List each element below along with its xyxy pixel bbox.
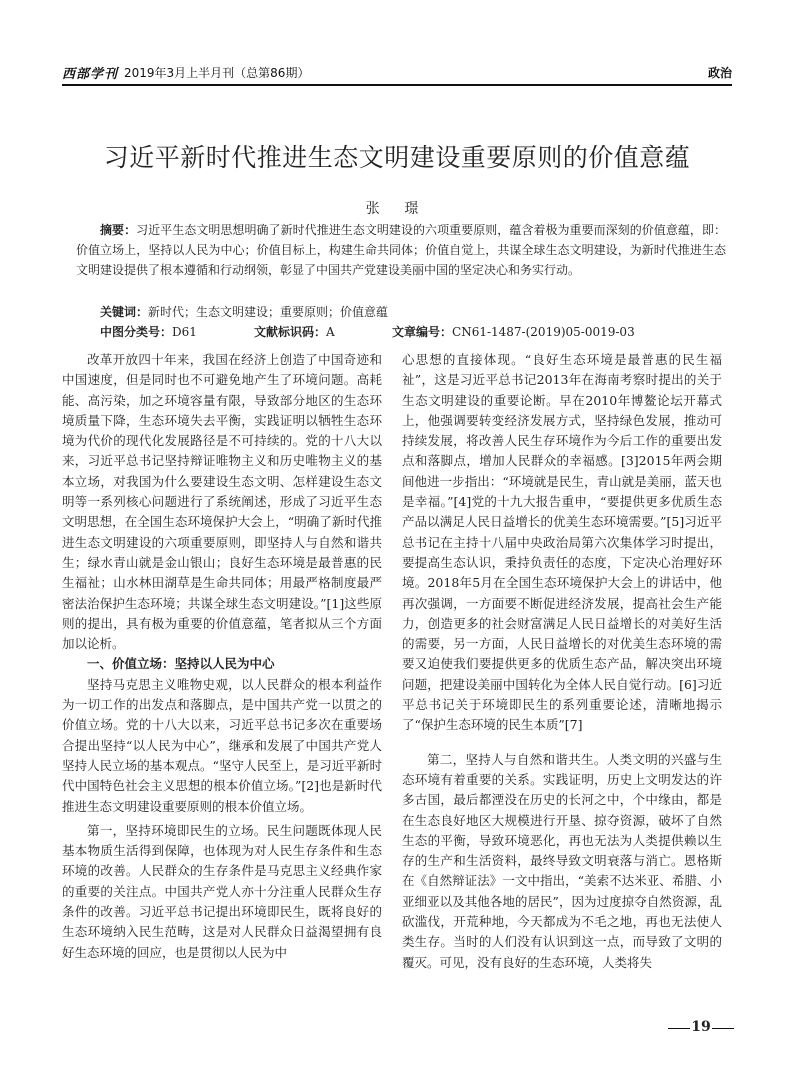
abstract-text: 习近平生态文明思想明确了新时代推进生态文明建设的六项重要原则，蕴含着极为重要而深刻的价值意蕴，即：价值立场上，坚持以人民为中心；价值目标上，构建生命共同体；价值自觉上，共谋全球生态文明建设，为新时代推进生态文明建设提供了根本遵循和行动纲领，彰显了中国共产党建设美丽中国的坚定决心和务实行动。 (76, 223, 726, 277)
body-paragraph: 心思想的直接体现。“良好生态环境是最普惠的民生福祉”，这是习近平总书记2013年在海南考察时提出的关于生态文明建设的重要论断。早在2010年博鳌论坛开幕式上，他强调要转变经济发展方式，坚持绿色发展，推动可持续发展，将改善人民生存环境作为今后工作的重要出发点和落脚点，增加人民群众的幸福感。[3]2015年两会期间他进一步指出：“环境就是民生，青山就是美丽，蓝天也是幸福。”[4]党的十九大报告重申，“要提供更多优质生态产品以满足人民日益增长的优美生态环境需要。”[5]习近平总书记在主持十八届中央政治局第六次集体学习时提出，要提高生态认识，秉持负责任的态度，下定决心治理好环境。2018年5月在全国生态环境保护大会上的讲话中，他再次强调，一方面要不断促进经济发展，提高社会生产能力，创造更多的社会财富满足人民日益增长的对美好生活的需要，另一方面，人民日益增长的对优美生态环境的需要又迫使我们要提供更多的优质生态产品，解决突出环境问题，把建设美丽中国转化为全体人民自觉行动。[6]习近平总书记关于环境即民生的系列重要论述，清晰地揭示了“保护生态环境的民生本质”[7] (402, 352, 722, 733)
article-meta (100, 322, 730, 342)
body-paragraph: 改革开放四十年来，我国在经济上创造了中国奇迹和中国速度，但是同时也不可避免地产生了环境问题。高耗能、高污染，加之环境容量有限，导致部分地区的生态环境质量下降，生态环境失去平衡，实践证明以牺牲生态环境为代价的现代化发展路径是不可持续的。党的十八大以来，习近平总书记坚持辩证唯物主义和历史唯物主义的基本立场，对我国为什么要建设生态文明、怎样建设生态文明等一系列核心问题进行了系统阐述，形成了习近平生态文明思想，在全国生态环境保护大会上，“明确了新时代推进生态文明建设的六项重要原则，即坚持人与自然和谐共生；绿水青山就是金山银山；良好生态环境是最普惠的民生福祉；山水林田湖草是生命共同体；用最严格制度最严密法治保护生态环境；共谋全球生态文明建设。”[1]这些原则的提出，具有极为重要的价值意蕴，笔者拟从三个方面加以论析。 (62, 352, 382, 652)
footer-rule (668, 1028, 690, 1029)
issue-info: 2019年3月上半月刊（总第86期） (124, 66, 310, 80)
footer-rule (712, 1028, 734, 1029)
section-heading: 一、价值立场：坚持以人民为中心 (87, 656, 275, 672)
classification-label: 中图分类号： (100, 325, 173, 339)
section-label: 政治 (707, 66, 732, 80)
body-column-right (402, 350, 722, 973)
body-paragraph: 第二，坚持人与自然和谐共生。人类文明的兴盛与生态环境有着重要的关系。实践证明，历史上文明发达的许多古国，最后都湮没在历史的长河之中，个中缘由，都是在生态良好地区大规模进行开垦、掠夺资源，破坏了自然生态的平衡，导致环境恶化，再也无法为人类提供赖以生存的生产和生活资料，最终导致文明衰落与消亡。恩格斯在《自然辩证法》一文中指出，“美索不达米亚、希腊、小亚细亚以及其他各地的居民”，因为过度掠夺自然资源，乱砍滥伐，开荒种地，今天都成为不毛之地，再也无法使人类生存。当时的人们没有认识到这一点，而导致了文明的覆灭。可见，没有良好的生态环境，人类将失 (402, 751, 722, 970)
keywords (100, 302, 730, 322)
page-number: 19 (691, 1019, 711, 1035)
keywords-label: 关键词： (100, 305, 149, 319)
body-paragraph: 第一，坚持环境即民生的立场。民生问题既体现人民基本物质生活得到保障，也体现为对人民生存条件和生态环境的改善。人民群众的生存条件是马克思主义经典作家的重要的关注点。中国共产党人亦十分注重人民群众生存条件的改善。习近平总书记提出环境即民生，既将良好的生态环境纳入民生范畴，这是对人民群众日益渴望拥有良好生态环境的回应，也是贯彻以人民为中 (62, 822, 382, 960)
document-code (254, 322, 335, 342)
author-name: 张 璟 (365, 201, 429, 217)
article-id-value: CN61-1487-(2019)05-0019-03 (452, 325, 635, 339)
journal-logo: 西部学刊 (62, 67, 119, 82)
running-header (62, 61, 732, 83)
article-title: 习近平新时代推进生态文明建设重要原则的价值意蕴 (103, 143, 691, 172)
article-id (392, 322, 635, 342)
classification (100, 322, 197, 342)
keywords-text: 新时代；生态文明建设；重要原则；价值意蕴 (148, 305, 389, 319)
body-column-left (62, 350, 382, 963)
abstract (76, 220, 726, 280)
classification-value: D61 (172, 325, 197, 339)
header-rule (62, 84, 732, 86)
article-id-label: 文章编号： (392, 325, 453, 339)
document-code-value: A (326, 325, 335, 339)
abstract-label: 摘要： (100, 223, 137, 237)
body-paragraph: 坚持马克思主义唯物史观，以人民群众的根本利益作为一切工作的出发点和落脚点，是中国共产党一以贯之的价值立场。党的十八大以来，习近平总书记多次在重要场合提出坚持“以人民为中心”，继承和发展了中国共产党人坚持人民立场的基本观点。“坚守人民至上，是习近平新时代中国特色社会主义思想的根本价值立场。”[2]也是新时代推进生态文明建设重要原则的根本价值立场。 (62, 676, 382, 814)
document-code-label: 文献标识码： (254, 325, 327, 339)
